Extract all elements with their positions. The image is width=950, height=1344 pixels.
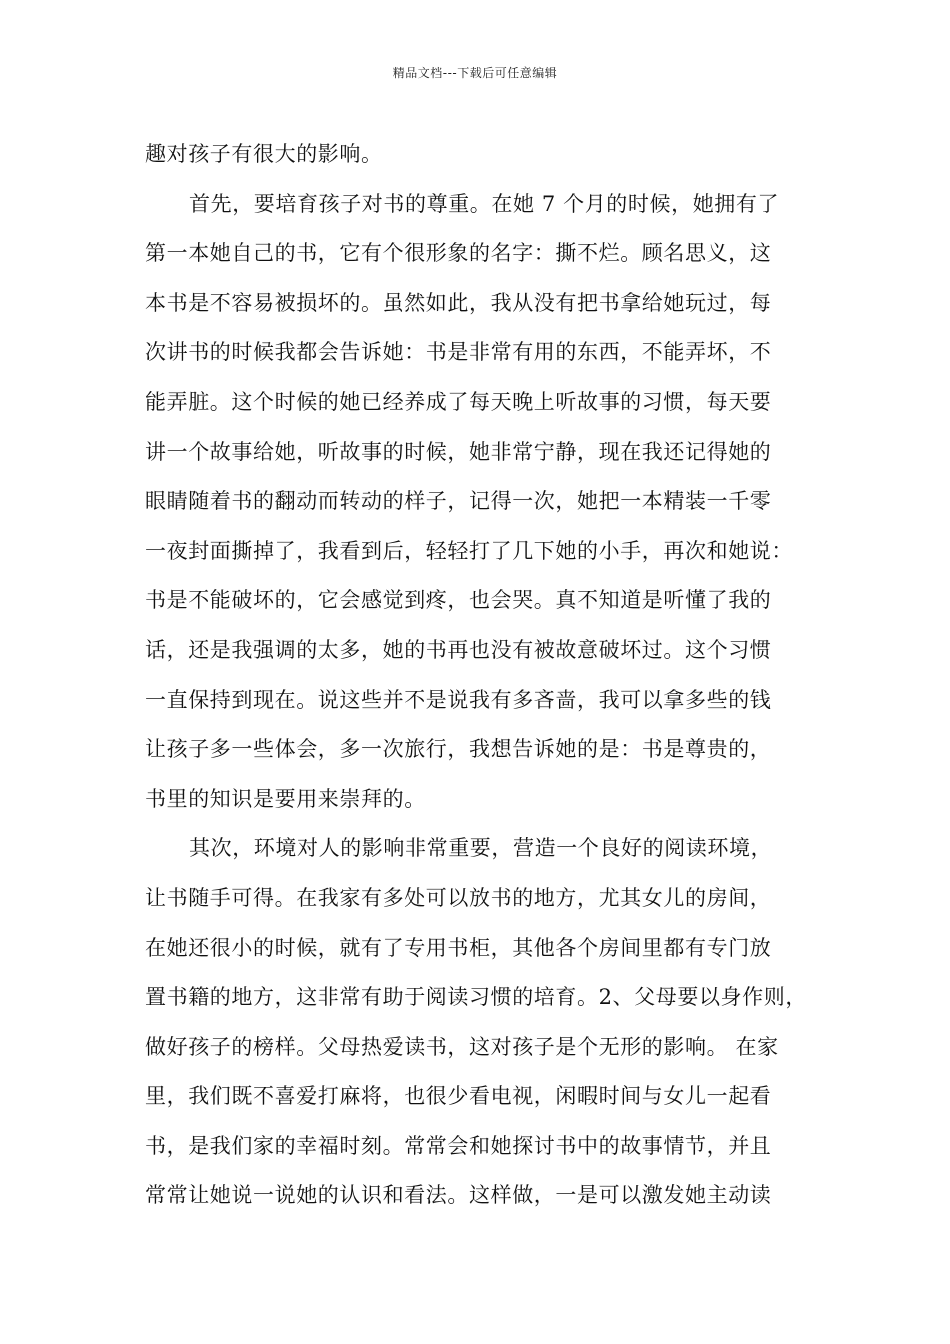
text-line: 眼睛随着书的翻动而转动的样子，记得一次，她把一本精装一千零 [145, 489, 772, 514]
text-line: 常常让她说一说她的认识和看法。这样做，一是可以激发她主动读 [145, 1183, 772, 1208]
text-line: 书是不能破坏的，它会感觉到疼，也会哭。真不知道是听懂了我的 [145, 588, 772, 613]
text-line: 讲一个故事给她，听故事的时候，她非常宁静，现在我还记得她的 [145, 439, 772, 464]
text-line: 里，我们既不喜爱打麻将，也很少看电视，闲暇时间与女儿一起看 [145, 1084, 772, 1109]
page-header: 精品文档---下载后可任意编辑 [392, 66, 558, 80]
text-line: 话，还是我强调的太多，她的书再也没有被故意破坏过。这个习惯 [145, 637, 772, 662]
text-line: 本书是不容易被损坏的。虽然如此，我从没有把书拿给她玩过，每 [145, 290, 772, 315]
text-line: 一夜封面撕掉了，我看到后，轻轻打了几下她的小手，再次和她说： [145, 538, 793, 563]
text-line: 置书籍的地方，这非常有助于阅读习惯的培育。2、父母要以身作则， [145, 985, 807, 1010]
text-line: 让孩子多一些体会，多一次旅行，我想告诉她的是：书是尊贵的， [145, 737, 772, 762]
text-line: 其次，环境对人的影响非常重要，营造一个良好的阅读环境， [189, 836, 773, 861]
text-line: 首先，要培育孩子对书的尊重。在她 7 个月的时候，她拥有了 [189, 191, 780, 216]
text-line: 趣对孩子有很大的影响。 [145, 142, 383, 166]
text-line: 做好孩子的榜样。父母热爱读书，这对孩子是个无形的影响。 在家 [145, 1034, 779, 1059]
text-line: 次讲书的时候我都会告诉她：书是非常有用的东西，不能弄坏，不 [145, 340, 772, 365]
text-line: 在她还很小的时候，就有了专用书柜，其他各个房间里都有专门放 [145, 935, 772, 960]
text-line: 让书随手可得。在我家有多处可以放书的地方，尤其女儿的房间， [145, 885, 772, 910]
text-line: 一直保持到现在。说这些并不是说我有多吝啬，我可以拿多些的钱 [145, 687, 772, 712]
document-body [145, 130, 835, 1221]
text-line: 能弄脏。这个时候的她已经养成了每天晚上听故事的习惯，每天要 [145, 389, 772, 414]
text-line: 书里的知识是要用来崇拜的。 [145, 786, 426, 811]
text-line: 书，是我们家的幸福时刻。常常会和她探讨书中的故事情节，并且 [145, 1133, 772, 1158]
text-line: 第一本她自己的书，它有个很形象的名字：撕不烂。顾名思义，这 [145, 241, 772, 266]
